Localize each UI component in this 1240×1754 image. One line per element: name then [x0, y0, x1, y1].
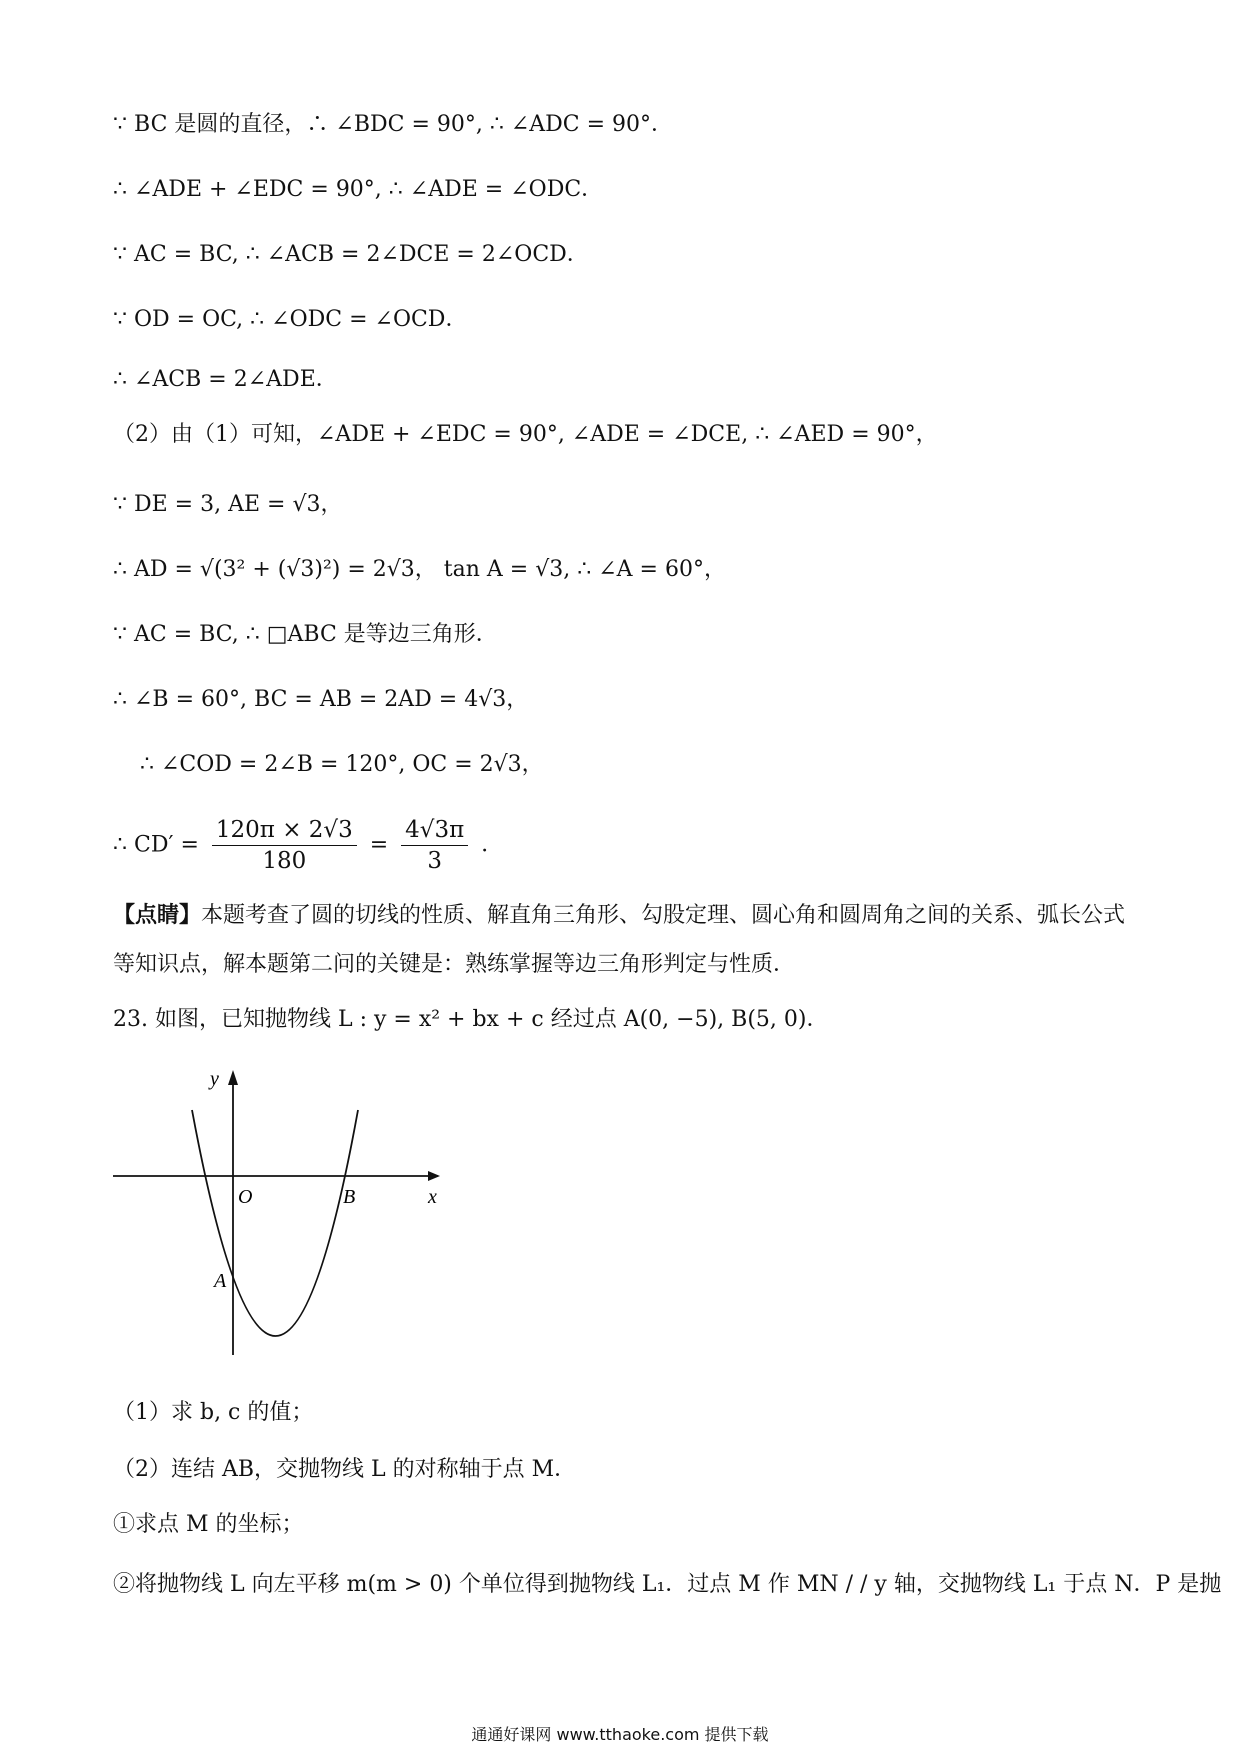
solution-line-10: ∴ ∠B = 60°, BC = AB = 2AD = 4√3，: [113, 687, 529, 712]
fraction-1-numerator: 120π × 2√3: [212, 815, 357, 846]
solution-line-7: ∵ DE = 3, AE = √3，: [113, 492, 343, 517]
fraction-2-denominator: 3: [427, 848, 443, 874]
point-a-label: A: [214, 1270, 227, 1292]
equals-sign: =: [369, 832, 389, 858]
arc-length-prefix: ∴ CD′ =: [113, 832, 199, 858]
solution-line-2: ∴ ∠ADE + ∠EDC = 90°, ∴ ∠ADE = ∠ODC．: [113, 177, 604, 202]
question-23-stem: 23. 如图，已知抛物线 L : y = x² + bx + c 经过点 A(0, −5), B(5, 0)．: [113, 1007, 829, 1032]
solution-line-1: ∵ BC 是圆的直径，∴ ∠BDC = 90°, ∴ ∠ADC = 90°．: [113, 112, 674, 137]
solution-line-4: ∵ OD = OC, ∴ ∠ODC = ∠OCD．: [113, 307, 468, 332]
fraction-2-numerator: 4√3π: [401, 815, 468, 846]
arc-length-fraction-2: [401, 815, 468, 876]
arc-length-fraction-1: [212, 815, 357, 876]
solution-line-11: ∴ ∠COD = 2∠B = 120°, OC = 2√3，: [140, 752, 544, 777]
point-b-label: B: [343, 1186, 356, 1208]
y-axis-label: y: [210, 1068, 219, 1090]
question-23-part-2-sub-2: ②将抛物线 L 向左平移 m(m > 0) 个单位得到抛物线 L₁．过点 M 作 MN / / y 轴，交抛物线 L₁ 于点 N．P 是抛: [113, 1572, 1222, 1597]
parabola-curve: [192, 1110, 358, 1336]
origin-label: O: [238, 1186, 253, 1208]
parabola-graph: [108, 1055, 448, 1365]
solution-line-9: ∵ AC = BC, ∴ □ABC 是等边三角形．: [113, 622, 498, 647]
solution-line-5: ∴ ∠ACB = 2∠ADE．: [113, 367, 338, 392]
x-axis-arrow: [428, 1171, 440, 1181]
x-axis-label: x: [428, 1186, 437, 1208]
fraction-1-denominator: 180: [262, 848, 307, 874]
question-23-part-2: （2）连结 AB，交抛物线 L 的对称轴于点 M．: [113, 1457, 577, 1482]
question-23-part-2-sub-1: ①求点 M 的坐标；: [113, 1512, 304, 1537]
page-footer: 通通好课网 www.tthaoke.com 提供下载: [471, 1725, 769, 1744]
point-note-text-1: 本题考查了圆的切线的性质、解直角三角形、勾股定理、圆心角和圆周角之间的关系、弧长公式: [201, 903, 1126, 928]
y-axis-arrow: [228, 1070, 238, 1085]
line-end-period: ．: [481, 832, 504, 858]
question-23-part-1: （1）求 b, c 的值；: [113, 1400, 314, 1425]
solution-line-12: [113, 815, 503, 876]
point-note-heading: 【点睛】: [113, 902, 202, 928]
solution-line-3: ∵ AC = BC, ∴ ∠ACB = 2∠DCE = 2∠OCD．: [113, 242, 589, 267]
point-note-line-1: [113, 900, 1125, 931]
solution-line-8: ∴ AD = √(3² + (√3)²) = 2√3， tan A = √3, ∴ ∠A = 60°，: [113, 557, 726, 582]
point-note-line-2: 等知识点，解本题第二问的关键是：熟练掌握等边三角形判定与性质．: [113, 952, 796, 977]
solution-line-6: （2）由（1）可知，∠ADE + ∠EDC = 90°, ∠ADE = ∠DCE, ∴ ∠AED = 90°，: [113, 422, 938, 447]
